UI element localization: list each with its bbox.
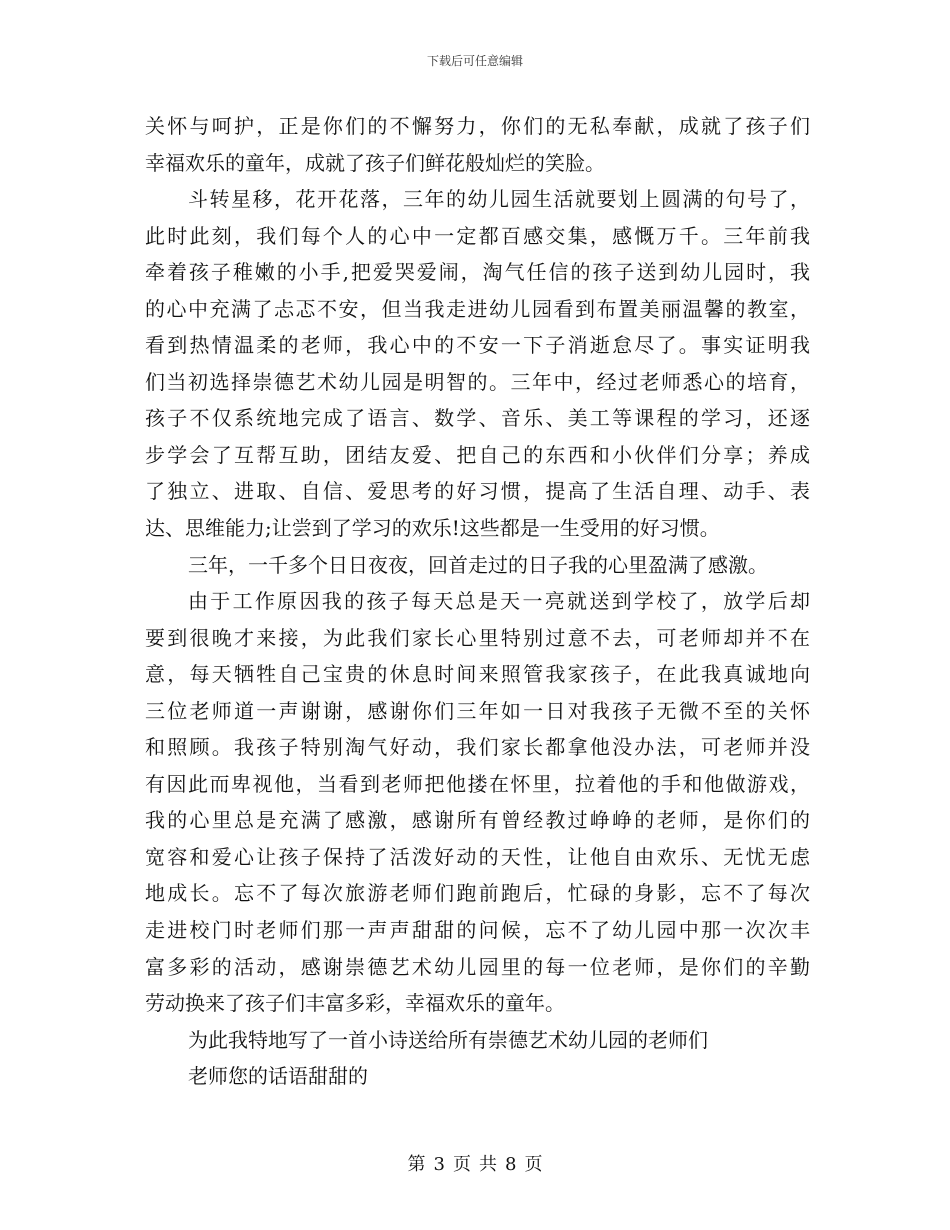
text-line: 地成长。忘不了每次旅游老师们跑前跑后，忙碌的身影，忘不了每次 — [145, 881, 810, 906]
text-line: 要到很晚才来接，为此我们家长心里特别过意不去，可老师却并不在 — [145, 625, 810, 650]
text-line: 由于工作原因我的孩子每天总是天一亮就送到学校了，放学后却 — [188, 589, 810, 614]
text-line: 有因此而卑视他，当看到老师把他搂在怀里，拉着他的手和他做游戏， — [145, 771, 810, 796]
text-line: 和照顾。我孩子特别淘气好动，我们家长都拿他没办法，可老师并没 — [145, 735, 810, 760]
text-line: 富多彩的活动，感谢崇德艺术幼儿园里的每一位老师，是你们的辛勤 — [145, 954, 810, 979]
footer-page-word: 页 — [453, 1154, 471, 1175]
text-line: 意，每天牺牲自己宝贵的休息时间来照管我家孩子，在此我真诚地向 — [145, 662, 810, 687]
text-line: 幸福欢乐的童年，成就了孩子们鲜花般灿烂的笑脸。 — [145, 150, 605, 175]
text-line: 宽容和爱心让孩子保持了活泼好动的天性，让他自由欢乐、无忧无虑 — [145, 844, 810, 869]
footer-suffix: 页 — [524, 1154, 543, 1175]
total-pages-number: 8 — [505, 1154, 517, 1175]
document-body — [145, 108, 810, 1095]
text-line: 三位老师道一声谢谢，感谢你们三年如一日对我孩子无微不至的关怀 — [145, 698, 810, 723]
text-line: 孩子不仅系统地完成了语言、数学、音乐、美工等课程的学习，还逐 — [145, 406, 810, 431]
text-line: 看到热情温柔的老师，我心中的不安一下子消逝怠尽了。事实证明我 — [145, 333, 810, 358]
text-line: 关怀与呵护，正是你们的不懈努力，你们的无私奉献，成就了孩子们 — [145, 114, 810, 138]
footer-total-word: 共 — [479, 1154, 497, 1175]
text-line: 我的心里总是充满了感激，感谢所有曾经教过峥峥的老师，是你们的 — [145, 808, 810, 833]
text-line: 走进校门时老师们那一声声甜甜的问候，忘不了幼儿园中那一次次丰 — [145, 918, 810, 943]
text-line: 的心中充满了忐忑不安，但当我走进幼儿园看到布置美丽温馨的教室， — [145, 296, 810, 321]
footer-prefix: 第 — [407, 1154, 426, 1175]
text-line: 老师您的话语甜甜的 — [188, 1064, 368, 1089]
text-line: 斗转星移，花开花落，三年的幼儿园生活就要划上圆满的句号了， — [188, 187, 810, 212]
text-line: 为此我特地写了一首小诗送给所有崇德艺术幼儿园的老师们 — [188, 1027, 708, 1052]
text-line: 们当初选择崇德艺术幼儿园是明智的。三年中，经过老师悉心的培育， — [145, 369, 810, 394]
text-line: 了独立、进取、自信、爱思考的好习惯，提高了生活自理、动手、表 — [145, 479, 810, 504]
text-line: 三年，一千多个日日夜夜，回首走过的日子我的心里盈满了感激。 — [188, 552, 768, 577]
text-line: 此时此刻，我们每个人的心中一定都百感交集，感慨万千。三年前我 — [145, 223, 810, 248]
page-footer — [0, 1153, 950, 1177]
text-line: 牵着孩子稚嫩的小手,把爱哭爱闹，淘气任信的孩子送到幼儿园时，我 — [145, 260, 810, 285]
text-line: 步学会了互帮互助，团结友爱、把自己的东西和小伙伴们分享；养成 — [145, 442, 810, 467]
current-page-number: 3 — [433, 1154, 445, 1175]
page-header: 下载后可任意编辑 — [426, 54, 523, 68]
text-line: 达、思维能力;让尝到了学习的欢乐!这些都是一生受用的好习惯。 — [145, 516, 720, 541]
text-line: 劳动换来了孩子们丰富多彩，幸福欢乐的童年。 — [145, 991, 565, 1016]
